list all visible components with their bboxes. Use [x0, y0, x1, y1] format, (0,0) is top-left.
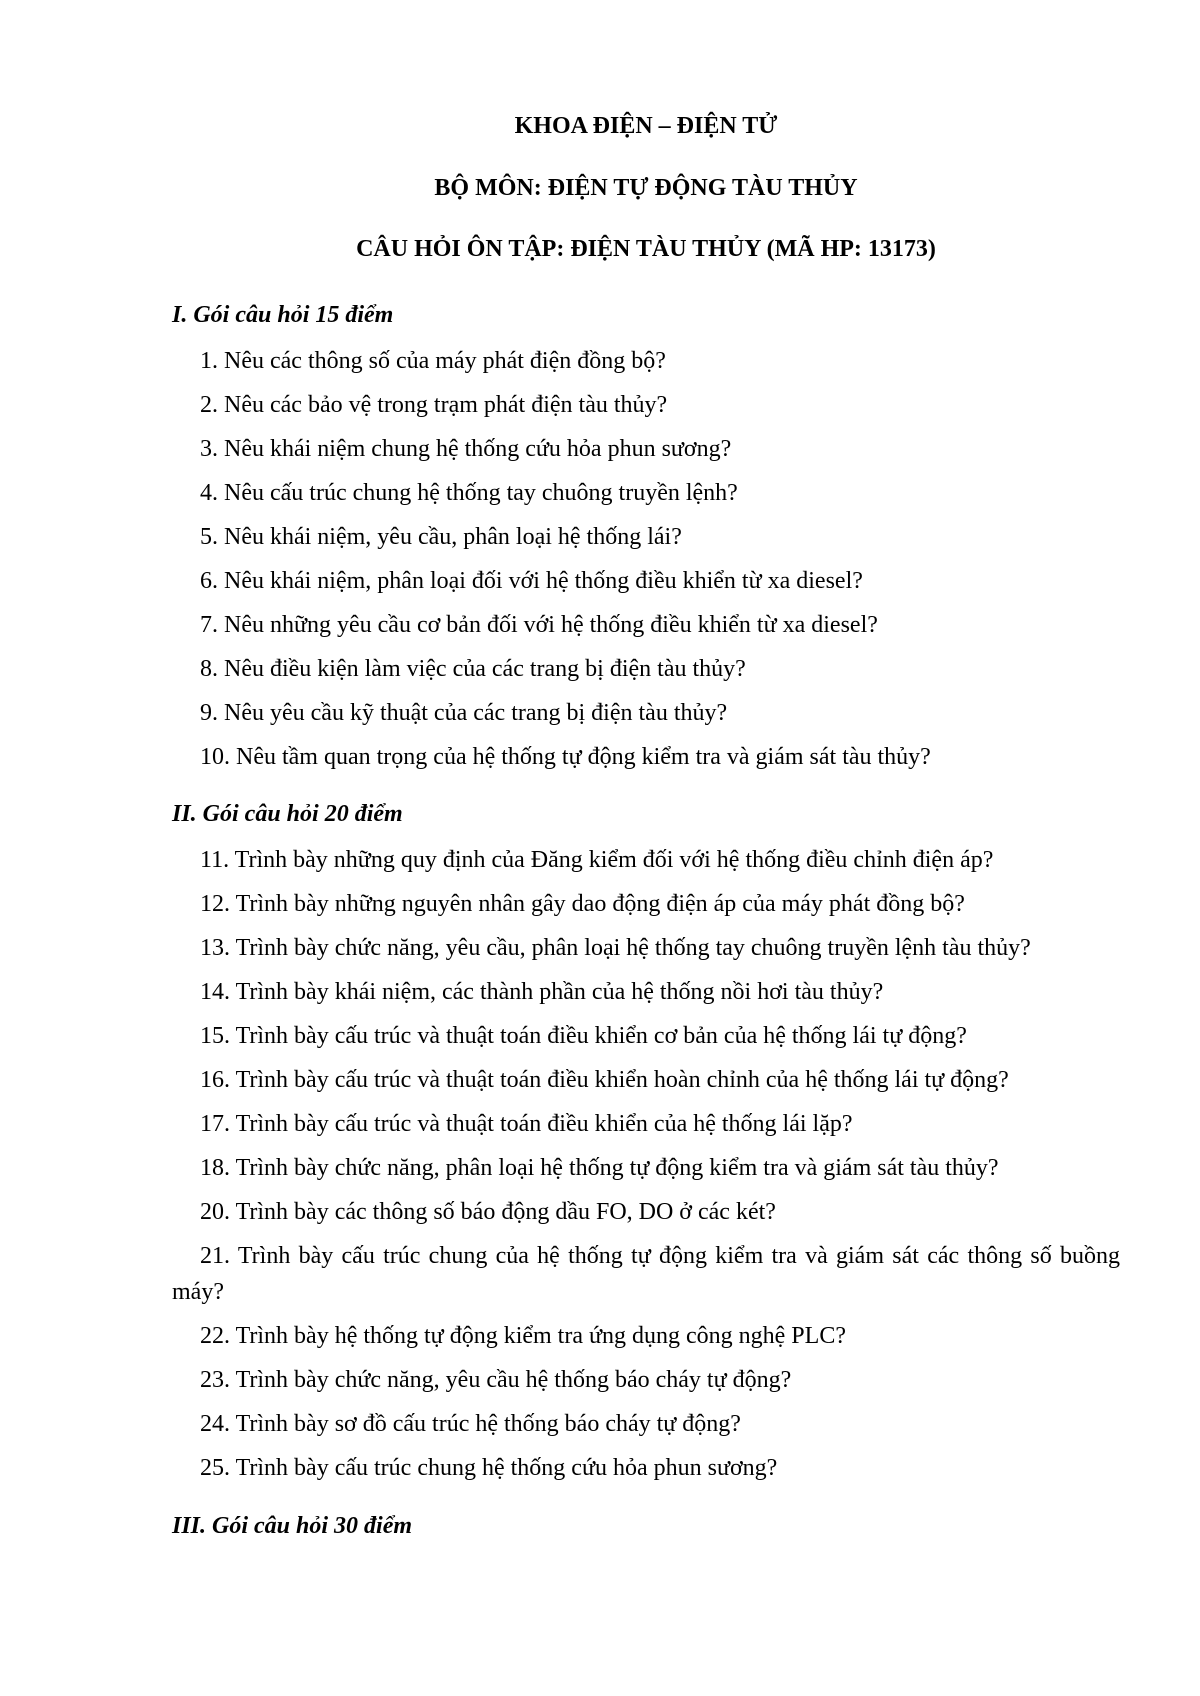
list-item: 2. Nêu các bảo vệ trong trạm phát điện tàu thủy? — [200, 392, 668, 418]
question-list-section-1 — [172, 343, 1120, 775]
document-title: CÂU HỎI ÔN TẬP: ĐIỆN TÀU THỦY (MÃ HP: 13173) — [356, 236, 936, 262]
list-item: 13. Trình bày chức năng, yêu cầu, phân loại hệ thống tay chuông truyền lệnh tàu thủy? — [200, 935, 1031, 961]
list-item: 23. Trình bày chức năng, yêu cầu hệ thống báo cháy tự động? — [200, 1367, 792, 1393]
list-item: 5. Nêu khái niệm, yêu cầu, phân loại hệ thống lái? — [200, 524, 682, 550]
list-item: 24. Trình bày sơ đồ cấu trúc hệ thống báo cháy tự động? — [200, 1411, 741, 1437]
section-title-1: I. Gói câu hỏi 15 điểm — [172, 302, 394, 328]
list-item: 1. Nêu các thông số của máy phát điện đồng bộ? — [200, 348, 666, 374]
list-item: 10. Nêu tầm quan trọng của hệ thống tự động kiểm tra và giám sát tàu thủy? — [200, 744, 931, 770]
list-item: 20. Trình bày các thông số báo động dầu FO, DO ở các két? — [200, 1199, 776, 1225]
question-list-section-2 — [172, 842, 1120, 1486]
section-title-3: III. Gói câu hỏi 30 điểm — [172, 1513, 413, 1539]
section-title-2: II. Gói câu hỏi 20 điểm — [172, 801, 403, 827]
list-item: 9. Nêu yêu cầu kỹ thuật của các trang bị điện tàu thủy? — [200, 700, 728, 726]
list-item: 8. Nêu điều kiện làm việc của các trang bị điện tàu thủy? — [200, 656, 746, 682]
faculty-heading: KHOA ĐIỆN – ĐIỆN TỬ — [514, 113, 778, 139]
list-item: 18. Trình bày chức năng, phân loại hệ thống tự động kiểm tra và giám sát tàu thủy? — [200, 1155, 999, 1181]
list-item: 4. Nêu cấu trúc chung hệ thống tay chuông truyền lệnh? — [200, 480, 738, 506]
list-item: 7. Nêu những yêu cầu cơ bản đối với hệ thống điều khiển từ xa diesel? — [200, 612, 878, 638]
list-item: 11. Trình bày những quy định của Đăng kiểm đối với hệ thống điều chỉnh điện áp? — [200, 847, 994, 873]
department-heading: BỘ MÔN: ĐIỆN TỰ ĐỘNG TÀU THỦY — [434, 175, 858, 201]
list-item: 21. Trình bày cấu trúc chung của hệ thống tự động kiểm tra và giám sát các thông số buồng máy? — [172, 1243, 1120, 1305]
list-item: 12. Trình bày những nguyên nhân gây dao động điện áp của máy phát đồng bộ? — [200, 891, 965, 917]
list-item: 14. Trình bày khái niệm, các thành phần của hệ thống nồi hơi tàu thủy? — [200, 979, 884, 1005]
list-item: 6. Nêu khái niệm, phân loại đối với hệ thống điều khiển từ xa diesel? — [200, 568, 863, 594]
list-item: 25. Trình bày cấu trúc chung hệ thống cứu hỏa phun sương? — [200, 1455, 778, 1481]
list-item: 22. Trình bày hệ thống tự động kiểm tra ứng dụng công nghệ PLC? — [200, 1323, 846, 1349]
list-item: 17. Trình bày cấu trúc và thuật toán điều khiển của hệ thống lái lặp? — [200, 1111, 853, 1137]
list-item: 3. Nêu khái niệm chung hệ thống cứu hỏa phun sương? — [200, 436, 732, 462]
list-item: 15. Trình bày cấu trúc và thuật toán điều khiển cơ bản của hệ thống lái tự động? — [200, 1023, 967, 1049]
list-item: 16. Trình bày cấu trúc và thuật toán điều khiển hoàn chỉnh của hệ thống lái tự động? — [200, 1067, 1009, 1093]
document-header — [172, 112, 1120, 263]
